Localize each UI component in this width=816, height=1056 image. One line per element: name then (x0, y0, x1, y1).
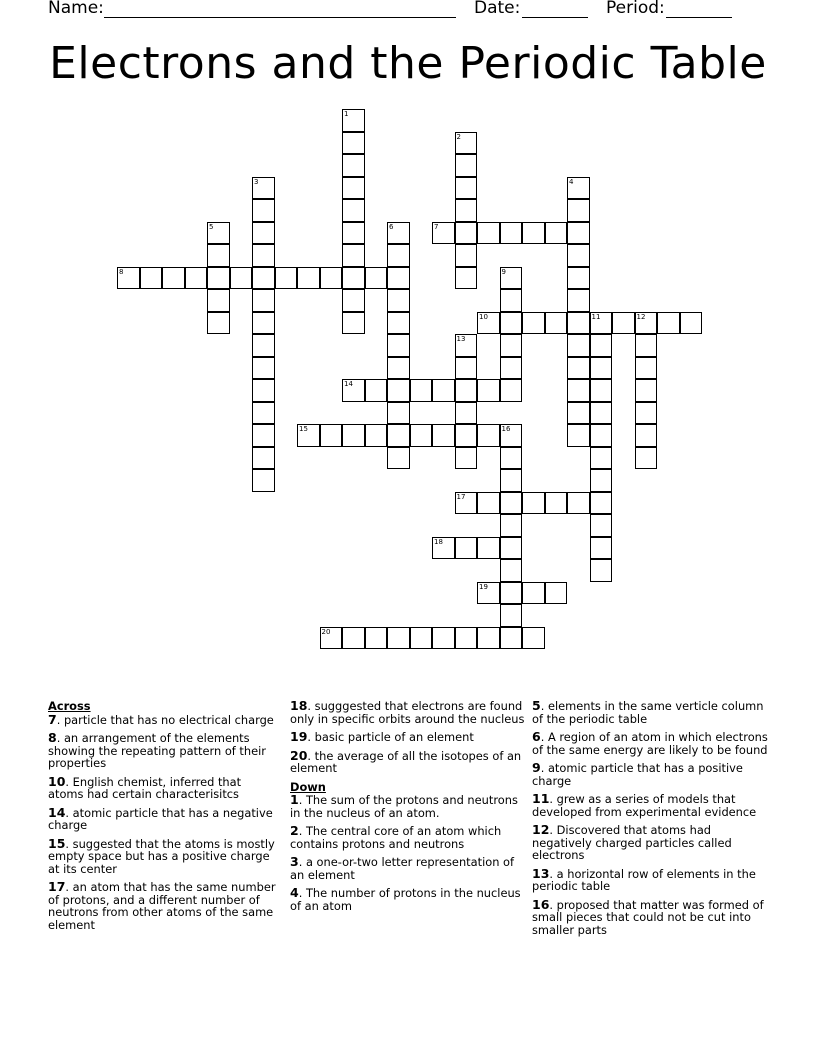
crossword-cell[interactable] (567, 424, 590, 447)
crossword-cell[interactable] (500, 492, 523, 515)
clue-number: 8 (119, 267, 124, 276)
crossword-cell[interactable] (342, 154, 365, 177)
crossword-cell[interactable] (387, 267, 410, 290)
clue-item-text: . grew as a series of models that developed from experimental evidence (532, 792, 757, 819)
clue-number: 13 (456, 335, 466, 343)
clue-item (290, 887, 526, 912)
crossword-cell[interactable] (500, 537, 523, 560)
down-clue-list-continued (532, 700, 772, 936)
clue-item-number: 8 (48, 730, 57, 745)
clue-item (532, 896, 772, 937)
clue-item-text: . The sum of the protons and neutrons in the nucleus of an atom. (290, 793, 518, 820)
crossword-cell[interactable] (410, 627, 433, 650)
crossword-cell[interactable] (365, 424, 388, 447)
crossword-cell[interactable] (590, 357, 613, 380)
crossword-cell[interactable] (545, 492, 568, 515)
crossword-cell[interactable] (635, 357, 658, 380)
crossword-cell[interactable] (522, 582, 545, 605)
page-title: Electrons and the Periodic Table (49, 38, 767, 89)
crossword-cell[interactable] (432, 379, 455, 402)
crossword-cell[interactable] (342, 312, 365, 335)
clue-number: 15 (299, 425, 308, 433)
crossword-cell[interactable] (252, 267, 275, 290)
crossword-cell[interactable] (207, 244, 230, 267)
clues-column-1 (48, 700, 280, 937)
crossword-cell[interactable] (342, 177, 365, 200)
crossword-cell[interactable] (590, 492, 613, 515)
crossword-cell[interactable] (207, 312, 230, 335)
clue-item-number: 12 (532, 822, 550, 837)
crossword-cell[interactable] (252, 222, 275, 245)
clue-item (290, 825, 526, 850)
clue-item (290, 856, 526, 881)
clue-item-text: . A region of an atom in which electrons of the same energy are likely to be found (532, 730, 768, 757)
crossword-cell[interactable] (590, 559, 613, 582)
clue-item (290, 700, 526, 725)
across-clue-list-continued (290, 700, 526, 775)
crossword-cell[interactable] (252, 379, 275, 402)
crossword-cell[interactable] (567, 289, 590, 312)
crossword-cell[interactable] (500, 267, 523, 290)
crossword-cell[interactable] (455, 334, 478, 357)
crossword-cell[interactable] (252, 312, 275, 335)
crossword-cell[interactable] (275, 267, 298, 290)
crossword-cell[interactable] (207, 267, 230, 290)
crossword-cell[interactable] (342, 109, 365, 132)
crossword-cell[interactable] (342, 244, 365, 267)
crossword-cell[interactable] (117, 267, 140, 290)
crossword-cell[interactable] (252, 424, 275, 447)
crossword-cell[interactable] (590, 334, 613, 357)
clue-number: 3 (254, 177, 259, 186)
clue-item-number: 4 (290, 885, 299, 900)
crossword-cell[interactable] (522, 222, 545, 245)
crossword-cell[interactable] (252, 469, 275, 492)
clue-item (532, 762, 772, 787)
crossword-cell[interactable] (500, 312, 523, 335)
crossword-cell[interactable] (387, 334, 410, 357)
crossword-cell[interactable] (500, 289, 523, 312)
crossword-cell[interactable] (342, 424, 365, 447)
name-label: Name: (48, 0, 104, 18)
crossword-cell[interactable] (567, 379, 590, 402)
date-label: Date: (474, 0, 521, 18)
crossword-cell[interactable] (342, 379, 365, 402)
crossword-cell[interactable] (387, 222, 410, 245)
crossword-cell[interactable] (657, 312, 680, 335)
crossword-cell[interactable] (320, 424, 343, 447)
crossword-cell[interactable] (342, 267, 365, 290)
clue-number: 5 (209, 222, 214, 231)
down-clue-list (290, 794, 526, 912)
crossword-cell[interactable] (432, 424, 455, 447)
clue-item-text: . atomic particle that has a negative charge (48, 805, 273, 832)
clue-item-text: . elements in the same verticle column of the periodic table (532, 699, 764, 726)
crossword-cell[interactable] (500, 447, 523, 470)
clue-item (48, 804, 280, 832)
crossword-cell[interactable] (342, 627, 365, 650)
crossword-cell[interactable] (320, 267, 343, 290)
crossword-cell[interactable] (590, 537, 613, 560)
crossword-cell[interactable] (477, 537, 500, 560)
crossword-cell[interactable] (567, 402, 590, 425)
clue-item-text: . a one-or-two letter representation of an element (290, 855, 515, 882)
crossword-cell[interactable] (635, 447, 658, 470)
crossword-cell[interactable] (297, 267, 320, 290)
crossword-cell[interactable] (342, 222, 365, 245)
clue-item-number: 10 (48, 773, 66, 789)
crossword-cell[interactable] (387, 447, 410, 470)
crossword-cell[interactable] (387, 424, 410, 447)
clue-item (290, 747, 526, 775)
clue-item-number: 5 (532, 698, 541, 713)
clues-column-3 (532, 700, 772, 942)
clue-item-number: 3 (290, 854, 299, 869)
crossword-cell[interactable] (635, 334, 658, 357)
crossword-cell[interactable] (387, 402, 410, 425)
clue-item (48, 732, 280, 770)
clue-number: 12 (636, 312, 646, 321)
clue-item-number: 2 (290, 823, 299, 838)
crossword-cell[interactable] (252, 244, 275, 267)
crossword-cell[interactable] (207, 222, 230, 245)
clue-number: 17 (456, 492, 466, 501)
crossword-cell[interactable] (455, 357, 478, 380)
crossword-cell[interactable] (500, 334, 523, 357)
clue-item-number: 7 (48, 711, 57, 727)
crossword-cell[interactable] (635, 312, 658, 335)
clue-number: 2 (456, 132, 461, 141)
clue-item-number: 18 (290, 698, 308, 713)
crossword-cell[interactable] (500, 582, 523, 605)
crossword-cell[interactable] (162, 267, 185, 290)
crossword-cell[interactable] (522, 627, 545, 650)
crossword-cell[interactable] (680, 312, 703, 335)
crossword-cell[interactable] (567, 244, 590, 267)
crossword-cell[interactable] (590, 469, 613, 492)
crossword-cell[interactable] (342, 289, 365, 312)
crossword-cell[interactable] (252, 334, 275, 357)
crossword-cell[interactable] (477, 492, 500, 515)
crossword-cell[interactable] (455, 402, 478, 425)
crossword-cell[interactable] (590, 379, 613, 402)
across-heading: Across (48, 699, 91, 713)
clue-number: 20 (321, 627, 331, 636)
clue-item-number: 1 (290, 792, 299, 807)
crossword-cell[interactable] (477, 424, 500, 447)
crossword-cell[interactable] (590, 447, 613, 470)
clue-item-text: . Discovered that atoms had negatively charged particles called electrons (532, 823, 732, 862)
clue-number: 19 (479, 582, 488, 591)
clue-item-text: . sugggested that electrons are found only in specific orbits around the nucleus (290, 699, 525, 726)
crossword-cell[interactable] (500, 469, 523, 492)
clue-item-text: . the average of all the isotopes of an element (290, 748, 522, 775)
clue-item-text: . atomic particle that has a positive charge (532, 761, 743, 788)
crossword-cell[interactable] (545, 222, 568, 245)
clues-column-2 (290, 700, 526, 918)
crossword-cell[interactable] (567, 312, 590, 335)
crossword-cell[interactable] (455, 132, 478, 155)
crossword-cell[interactable] (567, 177, 590, 200)
crossword-cell[interactable] (500, 379, 523, 402)
crossword-cell[interactable] (635, 402, 658, 425)
crossword-cell[interactable] (500, 514, 523, 537)
crossword-cell[interactable] (500, 222, 523, 245)
clue-item-number: 11 (532, 791, 550, 806)
crossword-cell[interactable] (387, 379, 410, 402)
clue-number: 7 (434, 222, 439, 231)
crossword-cell[interactable] (477, 582, 500, 605)
crossword-cell[interactable] (185, 267, 208, 290)
clue-item-number: 6 (532, 729, 541, 744)
crossword-cell[interactable] (252, 289, 275, 312)
crossword-cell[interactable] (387, 627, 410, 650)
crossword-cell[interactable] (320, 627, 343, 650)
clue-item (290, 731, 526, 744)
crossword-cell[interactable] (365, 627, 388, 650)
clue-number: 4 (569, 177, 574, 186)
crossword-cell[interactable] (522, 312, 545, 335)
down-heading: Down (290, 779, 326, 794)
clue-number: 6 (389, 222, 394, 231)
clue-item-number: 13 (532, 865, 550, 881)
crossword-cell[interactable] (252, 199, 275, 222)
crossword-cell[interactable] (545, 312, 568, 335)
crossword-cell[interactable] (387, 312, 410, 335)
clue-item (48, 881, 280, 931)
crossword-cell[interactable] (500, 604, 523, 627)
clue-number: 10 (479, 312, 488, 321)
crossword-cell[interactable] (500, 559, 523, 582)
clue-item-text: . an arrangement of the elements showing the repeating pattern of their properties (48, 731, 266, 770)
clue-item-number: 14 (48, 804, 66, 820)
clue-item-text: . suggested that the atoms is mostly empty space but has a positive charge at its center (48, 836, 275, 876)
crossword-cell[interactable] (297, 424, 320, 447)
clue-number: 18 (434, 537, 443, 546)
crossword-cell[interactable] (342, 132, 365, 155)
crossword-cell[interactable] (567, 267, 590, 290)
crossword-cell[interactable] (230, 267, 253, 290)
crossword-cell[interactable] (635, 424, 658, 447)
clue-item-text: . a horizontal row of elements in the periodic table (532, 866, 756, 893)
crossword-cell[interactable] (612, 312, 635, 335)
crossword-cell[interactable] (590, 312, 613, 335)
crossword-cell[interactable] (477, 627, 500, 650)
crossword-cell[interactable] (567, 357, 590, 380)
clue-number: 16 (501, 425, 511, 433)
crossword-cell[interactable] (455, 424, 478, 447)
clue-number: 9 (501, 267, 506, 276)
clue-item-text: . particle that has no electrical charge (56, 712, 274, 727)
crossword-cell[interactable] (455, 199, 478, 222)
clue-item (532, 865, 772, 893)
crossword-cell[interactable] (567, 492, 590, 515)
clue-item-text: . The number of protons in the nucleus of an atom (290, 886, 521, 913)
crossword-cell[interactable] (365, 267, 388, 290)
crossword-cell[interactable] (455, 177, 478, 200)
clue-item (532, 731, 772, 756)
crossword-cell[interactable] (455, 154, 478, 177)
crossword-cell[interactable] (252, 402, 275, 425)
clue-item-text: . The central core of an atom which contains protons and neutrons (290, 824, 502, 851)
clue-item-number: 20 (290, 747, 308, 763)
crossword-cell[interactable] (387, 244, 410, 267)
crossword-cell[interactable] (432, 537, 455, 560)
crossword-cell[interactable] (477, 379, 500, 402)
clue-item-text: . proposed that matter was formed of small pieces that could not be cut into smaller parts (532, 897, 764, 937)
crossword-cell[interactable] (455, 492, 478, 515)
crossword-cell[interactable] (410, 424, 433, 447)
crossword-cell[interactable] (455, 222, 478, 245)
crossword-cell[interactable] (455, 537, 478, 560)
clue-item-number: 16 (532, 896, 550, 912)
clue-item (48, 835, 280, 876)
crossword-cell[interactable] (635, 379, 658, 402)
crossword-cell[interactable] (387, 289, 410, 312)
crossword-cell[interactable] (500, 424, 523, 447)
crossword-cell[interactable] (455, 244, 478, 267)
crossword-cell[interactable] (410, 379, 433, 402)
crossword-cell[interactable] (567, 222, 590, 245)
crossword-cell[interactable] (545, 582, 568, 605)
crossword-cell[interactable] (455, 447, 478, 470)
clue-number: 1 (344, 110, 349, 118)
clue-item (532, 824, 772, 862)
crossword-cell[interactable] (590, 424, 613, 447)
clue-item-number: 19 (290, 729, 308, 744)
crossword-cell[interactable] (500, 627, 523, 650)
crossword-cell[interactable] (590, 514, 613, 537)
crossword-cell[interactable] (252, 357, 275, 380)
crossword-cell[interactable] (342, 199, 365, 222)
crossword-cell[interactable] (387, 357, 410, 380)
clue-item (290, 794, 526, 819)
clue-item (532, 793, 772, 818)
crossword-cell[interactable] (207, 289, 230, 312)
crossword-cell[interactable] (365, 379, 388, 402)
clue-item-text: . basic particle of an element (307, 730, 474, 744)
crossword-cell[interactable] (590, 402, 613, 425)
crossword-cell[interactable] (522, 492, 545, 515)
crossword-cell[interactable] (432, 222, 455, 245)
clue-number: 14 (344, 380, 353, 388)
crossword-cell[interactable] (455, 627, 478, 650)
crossword-cell[interactable] (432, 627, 455, 650)
crossword-cell[interactable] (500, 357, 523, 380)
clue-item-number: 15 (48, 835, 66, 851)
clue-item (532, 700, 772, 725)
clue-item (48, 711, 280, 727)
crossword-cell[interactable] (455, 379, 478, 402)
clue-item-number: 17 (48, 879, 66, 894)
crossword-cell[interactable] (252, 447, 275, 470)
clue-item-text: . English chemist, inferred that atoms had certain characterisitcs (48, 774, 242, 801)
clue-item (48, 773, 280, 801)
crossword-cell[interactable] (252, 177, 275, 200)
crossword-cell[interactable] (477, 222, 500, 245)
crossword-cell[interactable] (567, 199, 590, 222)
clue-item-text: . an atom that has the same number of protons, and a different number of neutrons from other atoms of the same element (48, 880, 276, 932)
crossword-cell[interactable] (455, 267, 478, 290)
crossword-cell[interactable] (567, 334, 590, 357)
clue-item-number: 9 (532, 760, 541, 775)
crossword-cell[interactable] (477, 312, 500, 335)
across-clue-list (48, 711, 280, 932)
crossword-cell[interactable] (140, 267, 163, 290)
clue-number: 11 (591, 312, 601, 321)
period-label: Period: (606, 0, 665, 18)
